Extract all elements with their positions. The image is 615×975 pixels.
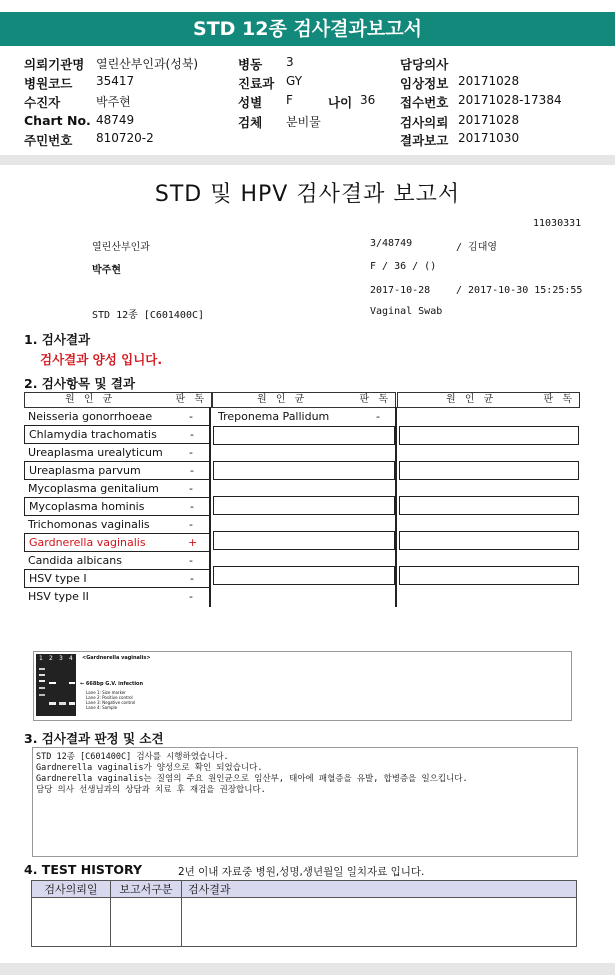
pathogen-row: [24, 408, 210, 425]
history-col-header: 검사의뢰일: [32, 881, 111, 898]
report-test-code: STD 12종 [C601400C]: [92, 310, 205, 321]
patient-label: 수진자: [24, 95, 61, 110]
opinion-box: [32, 747, 578, 857]
gel-caption: <Gardnerella vaginalis>: [82, 655, 151, 661]
pathogen-name: HSV type II: [28, 590, 89, 603]
pathogen-row-col2: [218, 408, 388, 425]
receipt-label: 접수번호: [400, 95, 449, 110]
institution-label: 의뢰기관명: [24, 57, 85, 72]
empty-row: [213, 426, 395, 445]
pathogen-row: [24, 461, 210, 480]
ward-value: 3: [286, 55, 294, 69]
institution-value: 열린산부인과(성북): [96, 57, 199, 71]
pathogen-result: -: [190, 464, 194, 477]
opinion-line: Gardnerella vaginalis는 질염의 주요 원인균으로 임산부, 태아에 패혈증을 유발, 합병증을 일으킵니다.: [36, 774, 468, 784]
gel-legend-item: Lane 4: Sample: [86, 705, 118, 710]
divider-band: [0, 155, 615, 165]
gel-lane-label: 4: [69, 655, 73, 662]
chart-label: Chart No.: [24, 113, 91, 128]
empty-row: [399, 531, 579, 550]
pathogen-name: Ureaplasma parvum: [29, 464, 141, 477]
pathogen-result: -: [376, 410, 380, 423]
history-cell: [111, 898, 182, 947]
pathogen-name: Trichomonas vaginalis: [28, 518, 150, 531]
rrn-label: 주민번호: [24, 133, 73, 148]
col-head-1-pathogen: 원 인 균: [65, 394, 116, 405]
pathogen-name: Neisseria gonorrhoeae: [28, 410, 153, 423]
pathogen-row-positive: [24, 533, 210, 552]
pathogen-result: -: [189, 446, 193, 459]
section3-heading: 3. 검사결과 판정 및 소견: [24, 731, 164, 746]
report-patient: 박주현: [92, 265, 121, 276]
opinion-line: STD 12종 [C601400C] 검사를 시행하였습니다.: [36, 752, 229, 762]
history-cell: [32, 898, 111, 947]
col-head-3-judge: 판 독: [543, 394, 575, 405]
pathogen-result: -: [189, 518, 193, 531]
history-header-row: [32, 881, 577, 898]
chart-value: 48749: [96, 113, 135, 127]
hospital-code-label: 병원코드: [24, 76, 73, 91]
opinion-line: 담당 의사 선생님과의 상담과 치료 후 재검을 권장합니다.: [36, 785, 266, 795]
report-date-received: 2017-10-28: [370, 285, 431, 296]
col-head-1-judge: 판 독: [175, 394, 207, 405]
empty-row: [213, 461, 395, 480]
gel-band-label: ← 668bp G.V. infection: [80, 681, 144, 687]
empty-row: [399, 496, 579, 515]
report-doctor: / 김대영: [456, 242, 498, 253]
history-note: 2년 이내 자료중 병원,성명,생년월일 일치자료 입니다.: [178, 866, 425, 878]
report-date-reported: / 2017-10-30 15:25:55: [456, 285, 583, 296]
pathogen-name: Mycoplasma hominis: [29, 500, 145, 513]
pathogen-result: -: [189, 410, 193, 423]
pathogen-result: -: [190, 572, 194, 585]
report-sex-age: F / 36 / (): [370, 261, 437, 272]
pathogen-name: Candida albicans: [28, 554, 122, 567]
empty-row: [399, 461, 579, 480]
specimen-value: 분비물: [286, 115, 321, 129]
pathogen-result: -: [190, 500, 194, 513]
sex-value: F: [286, 93, 293, 107]
history-cell: [182, 898, 577, 947]
col-head-2: [212, 392, 396, 408]
pathogen-row: [24, 444, 210, 461]
gel-image: [36, 654, 76, 716]
result-summary: 검사결과 양성 입니다.: [40, 352, 163, 367]
gel-legend-item: Lane 3: Negative control: [86, 700, 136, 705]
gel-legend: [86, 690, 135, 710]
section4-heading: 4. TEST HISTORY: [24, 862, 143, 877]
history-col-header: 검사결과: [182, 881, 577, 898]
section2-heading: 2. 검사항목 및 결과: [24, 376, 136, 391]
specimen-label: 검체: [238, 115, 263, 130]
pathogen-result: -: [189, 482, 193, 495]
report-clinic: 열린산부인과: [92, 242, 150, 253]
dept-value: GY: [286, 74, 303, 88]
report-title-bar: STD 12종 검사결과보고서: [0, 12, 615, 46]
pathogen-row: [24, 516, 210, 533]
gel-legend-item: Lane 2: Positive control: [86, 695, 133, 700]
history-col-header: 보고서구분: [111, 881, 182, 898]
gel-lane-label: 3: [59, 655, 63, 662]
pathogen-row: [24, 588, 210, 605]
pathogen-name: Gardnerella vaginalis: [29, 536, 146, 549]
age-label: 나이: [328, 95, 353, 110]
pathogen-name: Chlamydia trachomatis: [29, 428, 157, 441]
report-number: 11030331: [533, 218, 582, 229]
receipt-value: 20171028-17384: [458, 93, 562, 107]
empty-row: [399, 426, 579, 445]
request-value: 20171028: [458, 113, 520, 127]
pathogen-name: Ureaplasma urealyticum: [28, 446, 163, 459]
pathogen-result: -: [189, 590, 193, 603]
age-value: 36: [360, 93, 376, 107]
report-chart-ref: 3/48749: [370, 238, 413, 249]
empty-row: [213, 496, 395, 515]
gel-lane-label: 2: [49, 655, 53, 662]
history-table: [31, 880, 577, 947]
pathogen-row: [24, 480, 210, 497]
col-head-2-pathogen: 원 인 균: [257, 394, 308, 405]
column-separator-2: [395, 407, 397, 607]
pathogen-name: Treponema Pallidum: [218, 410, 330, 423]
ward-label: 병동: [238, 57, 263, 72]
patient-value: 박주현: [96, 95, 131, 109]
hospital-code-value: 35417: [96, 74, 135, 88]
col-head-1: [24, 392, 212, 408]
report-label: 결과보고: [400, 133, 449, 148]
pathogen-row: [24, 425, 210, 444]
pathogen-result: -: [190, 428, 194, 441]
sex-label: 성별: [238, 95, 263, 110]
pathogen-row: [24, 569, 210, 588]
empty-row: [399, 566, 579, 585]
history-row: [32, 898, 577, 947]
report-date-value: 20171030: [458, 131, 520, 145]
clinical-value: 20171028: [458, 74, 520, 88]
pathogen-list: [24, 408, 210, 605]
report-main-title: STD 및 HPV 검사결과 보고서: [154, 182, 461, 207]
footer-band: [0, 963, 615, 975]
clinical-label: 임상정보: [400, 76, 449, 91]
rrn-value: 810720-2: [96, 131, 154, 145]
pathogen-row: [24, 552, 210, 569]
section1-heading: 1. 검사결과: [24, 332, 91, 347]
doctor-label: 담당의사: [400, 57, 449, 72]
col-head-3-pathogen: 원 인 균: [446, 394, 497, 405]
pathogen-row: [24, 497, 210, 516]
pathogen-result: +: [188, 536, 198, 549]
pathogen-name: Mycoplasma genitalium: [28, 482, 159, 495]
pathogen-result: -: [189, 554, 193, 567]
dept-label: 진료과: [238, 76, 275, 91]
pathogen-name: HSV type I: [29, 572, 87, 585]
empty-row: [213, 566, 395, 585]
gel-lane-label: 1: [39, 655, 43, 662]
col-head-3: [397, 392, 580, 408]
report-specimen-type: Vaginal Swab: [370, 306, 443, 317]
opinion-line: Gardnerella vaginalis가 양성으로 확인 되었습니다.: [36, 763, 263, 773]
gel-legend-item: Lane 1: Size marker: [86, 690, 126, 695]
col-head-2-judge: 판 독: [359, 394, 391, 405]
empty-row: [213, 531, 395, 550]
request-label: 검사의뢰: [400, 115, 449, 130]
